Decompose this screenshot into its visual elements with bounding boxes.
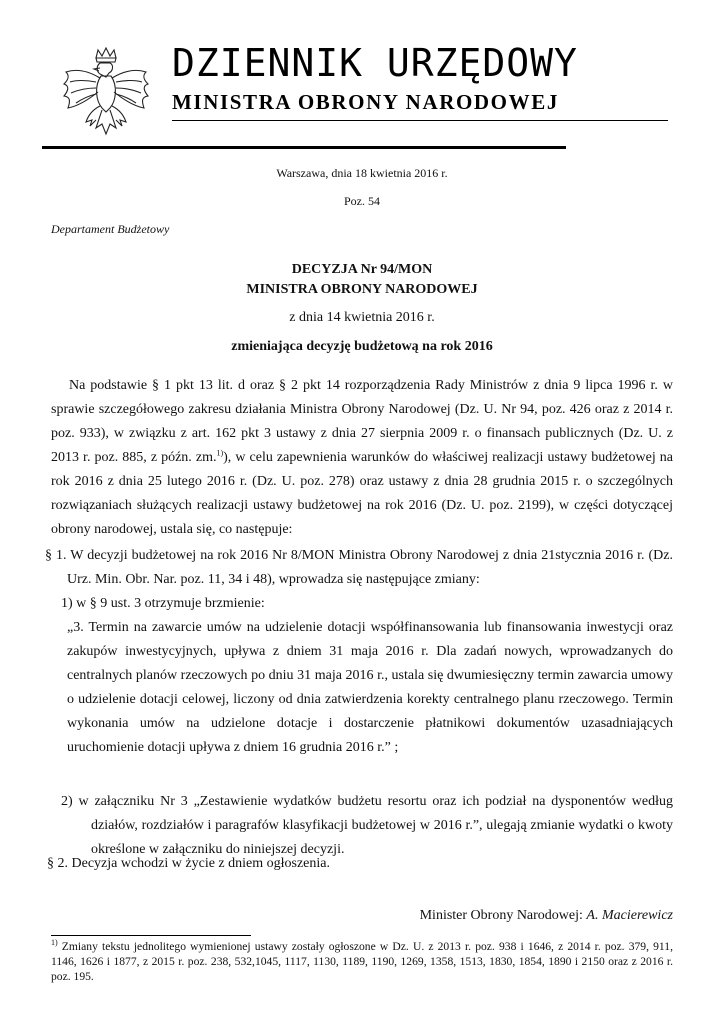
amendment-item-2: 2) w załączniku Nr 3 „Zestawienie wydatków budżetu resortu oraz ich podział na dysponentów według działów, rozdziałów i paragrafów klasyfikacji budżetowej w 2016 r.”, ulegają zmianie wydatki o kwoty określone w załączniku do niniejszej decyzji.	[61, 794, 673, 857]
issuing-department: Departament Budżetowy	[51, 222, 170, 236]
footnote-separator	[51, 935, 251, 936]
masthead-rule	[172, 120, 668, 121]
place-date: Warszawa, dnia 18 kwietnia 2016 r.	[276, 166, 448, 180]
signature	[420, 908, 673, 924]
amendment-quote: „3. Termin na zawarcie umów na udzielenie dotacji współfinansowania lub finansowania inwestycji oraz zakupów inwestycyjnych, upływa z dniem 31 maja 2016 r. Dla zadań nowych, wprowadzanych do centralnych planów rzeczowych po dniu 31 maja 2016 r., ustala się dwumiesięczny termin zawarcia umowy o udzielenie dotacji celowej, liczony od dnia zatwierdzenia korekty centralnego planu rzeczowego. Termin wykonania umów na udzielone dotacje i dostarczenie płatnikowi dokumentów uzasadniających uruchomienie dotacji upływa z dniem 16 grudnia 2016 r.” ;	[67, 620, 673, 755]
masthead-subtitle: MINISTRA OBRONY NARODOWEJ	[172, 90, 559, 114]
masthead-divider	[42, 146, 566, 149]
white-eagle-emblem-icon	[56, 46, 156, 146]
footnote-marker: 1)	[51, 938, 58, 948]
position-number: Poz. 54	[344, 194, 380, 208]
footnote-reference: 1)	[216, 448, 224, 458]
decision-subject: zmieniająca decyzję budżetową na rok 2016	[231, 339, 493, 354]
footnote	[51, 939, 673, 984]
signature-role: Minister Obrony Narodowej:	[419, 908, 583, 923]
signature-name: A. Macierewicz	[586, 908, 673, 923]
section-2: § 2. Decyzja wchodzi w życie z dniem ogłoszenia.	[47, 856, 331, 871]
decision-number: DECYZJA Nr 94/MON	[291, 262, 433, 277]
preamble-text-a: Na podstawie § 1 pkt 13 lit. d oraz § 2 pkt 14 rozporządzenia Rady Ministrów z dnia 9 lipca 1996 r. w sprawie szczegółowego zakresu działania Ministra Obrony Narodowej (Dz. U. Nr 94, poz. 426 oraz z 2014 r. poz. 933), w związku z art. 162 pkt 3 ustawy z dnia 27 sierpnia 2009 r. o finansach publicznych (Dz. U. z 2013 r. poz. 885, z późn. zm.	[51, 378, 673, 465]
decision-issuer: MINISTRA OBRONY NARODOWEJ	[246, 282, 478, 297]
footnote-text: Zmiany tekstu jednolitego wymienionej ustawy zostały ogłoszone w Dz. U. z 2013 r. poz. 938 i 1646, z 2014 r. poz. 379, 911, 1146, 1626 i 1877, z 2015 r. poz. 238, 532,1045, 1117, 1130, 1189, 1190, 1269, 1358, 1513, 1830, 1854, 1890 i 2150 oraz z 2016 r. poz. 195.	[51, 940, 673, 983]
amendment-item-1: 1) w § 9 ust. 3 otrzymuje brzmienie:	[61, 596, 265, 611]
preamble-text-b: ), w celu zapewnienia warunków do właściwej realizacji ustawy budżetowej na rok 2016 z dnia 25 lutego 2016 r. (Dz. U. poz. 278) oraz ustawy z dnia 28 grudnia 2015 r. o szczególnych rozwiązaniach służących realizacji ustawy budżetowej na rok 2016 (Dz. U. poz. 2199), w części dotyczącej obrony narodowej, ustala się, co następuje:	[51, 450, 673, 537]
preamble	[51, 374, 673, 542]
section-1: § 1. W decyzji budżetowej na rok 2016 Nr 8/MON Ministra Obrony Narodowej z dnia 21stycznia 2016 r. (Dz. Urz. Min. Obr. Nar. poz. 11, 34 i 48), wprowadza się następujące zmiany:	[45, 548, 673, 587]
masthead-title: DZIENNIK URZĘDOWY	[172, 41, 578, 85]
decision-date: z dnia 14 kwietnia 2016 r.	[289, 310, 435, 325]
